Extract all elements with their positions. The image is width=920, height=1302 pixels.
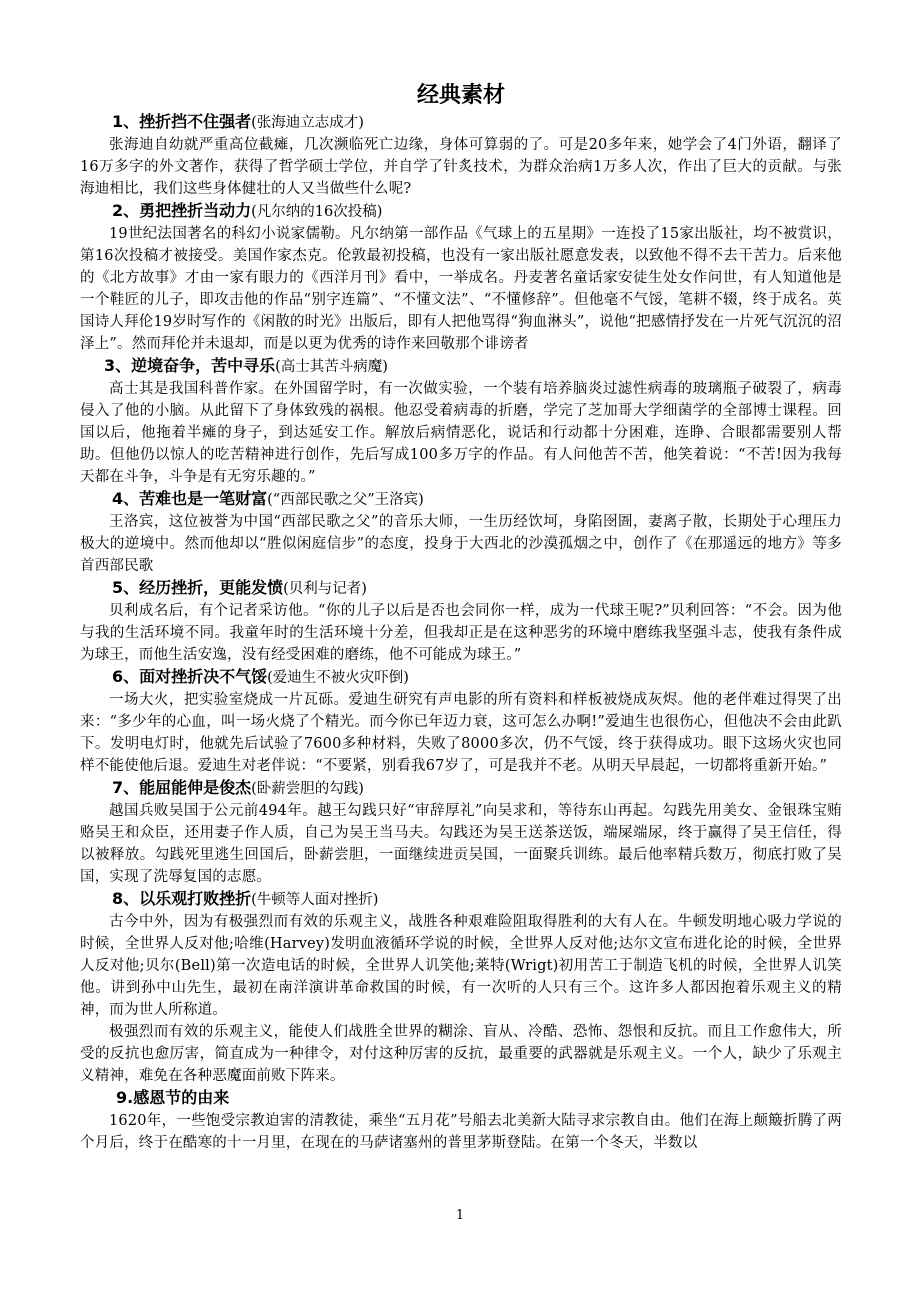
section-heading bbox=[80, 355, 842, 378]
section-heading bbox=[80, 1087, 842, 1110]
section-title: 5、经历挫折，更能发愤 bbox=[112, 578, 284, 597]
section-paragraph: 古今中外，因为有极强烈而有效的乐观主义，战胜各种艰难险阻取得胜利的大有人在。牛顿发明地心吸力学说的时候，全世界人反对他;哈维(Harvey)发明血液循环学说的时候，全世界人反对他;达尔文宣布进化论的时候，全世界人反对他;贝尔(Bell)第一次造电话的时候，全世界人讥笑他;莱特(Wrigt)初用苦工于制造飞机的时候，全世界人讥笑他。讲到孙中山先生，最初在南洋演讲革命救国的时候，有一次听的人只有三个。这许多人都因抱着乐观主义的精神，而为世人所称道。 bbox=[80, 914, 842, 1018]
section-paragraph: 高士其是我国科普作家。在外国留学时，有一次做实验，一个装有培养脑炎过滤性病毒的玻璃瓶子破裂了，病毒侵入了他的小脑。从此留下了身体致残的祸根。他忍受着病毒的折磨，学完了芝加哥大学细菌学的全部博士课程。回国以后，他拖着半瘫的身子，到达延安工作。解放后病情恶化，说话和行动都十分困难，连睁、合眼都需要别人帮助。但他仍以惊人的吃苦精神进行创作，先后写成100多万字的作品。有人问他苦不苦，他笑着说：“不苦!因为我每天都在斗争，斗争是有无穷乐趣的。” bbox=[80, 381, 842, 485]
section-heading bbox=[80, 577, 842, 600]
section-title: 2、勇把挫折当动力 bbox=[112, 201, 252, 220]
section-heading bbox=[80, 888, 842, 911]
section-subtitle: (“西部民歌之父”王洛宾) bbox=[267, 492, 424, 508]
section-paragraph: 王洛宾，这位被誉为中国“西部民歌之父”的音乐大师，一生历经饮坷，身陷囹圄，妻离子散，长期处于心理压力极大的逆境中。然而他却以“胜似闲庭信步”的态度，投身于大西北的沙漠孤烟之中，创作了《在那遥远的地方》等多首西部民歌 bbox=[80, 514, 842, 574]
section-subtitle: (卧薪尝胆的勾践) bbox=[251, 781, 364, 797]
section-paragraph: 张海迪自幼就严重高位截瘫，几次濒临死亡边缘，身体可算弱的了。可是20多年来，她学会了4门外语，翻译了16万多字的外文著作，获得了哲学硕士学位，并自学了针炙技术，为群众治病1万多人次，作出了巨大的贡献。与张海迪相比，我们这些身体健壮的人又当做些什么呢? bbox=[80, 137, 842, 197]
document-body bbox=[80, 82, 842, 1154]
section-subtitle: (爱迪生不被火灾吓倒) bbox=[267, 670, 409, 686]
section-title: 4、苦难也是一笔财富 bbox=[112, 489, 268, 508]
section-heading bbox=[80, 200, 842, 223]
section-title: 8、以乐观打败挫折 bbox=[112, 889, 252, 908]
section-title: 6、面对挫折决不气馁 bbox=[112, 667, 268, 686]
section-paragraph: 越国兵败吴国于公元前494年。越王勾践只好“审辞厚礼”向吴求和，等待东山再起。勾践先用美女、金银珠宝贿赂吴王和众臣，还用妻子作人质，自己为吴王当马夫。勾践还为吴王送茶送饭，端屎端尿，终于赢得了吴王信任，得以被释放。勾践死里逃生回国后，卧薪尝胆，一面继续进贡吴国，一面聚兵训练。最后他率精兵数万，彻底打败了吴国，实现了洗辱复国的志愿。 bbox=[80, 803, 842, 885]
section-subtitle: (凡尔纳的16次投稿) bbox=[251, 204, 383, 220]
section-paragraph: 一场大火，把实验室烧成一片瓦砾。爱迪生研究有声电影的所有资料和样板被烧成灰烬。他的老伴难过得哭了出来：“多少年的心血，叫一场火烧了个精光。而今你已年迈力衰，这可怎么办啊!”爱迪生也很伤心，但他决不会由此趴下。发明电灯时，他就先后试验了7600多种材料，失败了8000多次，仍不气馁，终于获得成功。眼下这场火灾也同样不能使他后退。爱迪生对老伴说：“不要紧，别看我67岁了，可是我并不老。从明天早晨起，一切都将重新开始。” bbox=[80, 692, 842, 774]
section-paragraph: 极强烈而有效的乐观主义，能使人们战胜全世界的糊涂、盲从、冷酷、恐怖、怨恨和反抗。而且工作愈伟大，所受的反抗也愈厉害，简直成为一种律令，对付这种厉害的反抗，最重要的武器就是乐观主义。一个人，缺少了乐观主义精神，难免在各种恶魔面前败下阵来。 bbox=[80, 1024, 842, 1084]
section-title: 9.感恩节的由来 bbox=[116, 1088, 230, 1107]
section-title: 1、挫折挡不住强者 bbox=[112, 112, 252, 131]
section-heading bbox=[80, 777, 842, 800]
section-title: 7、能屈能伸是俊杰 bbox=[112, 778, 252, 797]
section-subtitle: (贝利与记者) bbox=[283, 581, 367, 597]
section-subtitle: (牛顿等人面对挫折) bbox=[251, 892, 379, 908]
section-subtitle: (高士其苦斗病魔) bbox=[275, 359, 388, 375]
section-heading bbox=[80, 488, 842, 511]
section-title: 3、逆境奋争，苦中寻乐 bbox=[104, 356, 276, 375]
section-paragraph: 1620年，一些饱受宗教迫害的清教徒，乘坐“五月花”号船去北美新大陆寻求宗教自由。他们在海上颠簸折腾了两个月后，终于在酷寒的十一月里，在现在的马萨诸塞州的普里茅斯登陆。在第一个冬天，半数以 bbox=[80, 1113, 842, 1151]
page-title: 经典素材 bbox=[416, 83, 505, 108]
section-subtitle: (张海迪立志成才) bbox=[251, 115, 364, 131]
section-paragraph: 19世纪法国著名的科幻小说家儒勒。凡尔纳第一部作品《气球上的五星期》一连投了15家出版社，均不被赏识，第16次投稿才被接受。美国作家杰克。伦敦最初投稿，也没有一家出版社愿意发表，以致他不得不去干苦力。后来他的《北方故事》才由一家有眼力的《西洋月刊》看中，一举成名。丹麦著名童话家安徒生处女作问世，有人知道他是一个鞋匠的儿子，即攻击他的作品“别字连篇”、“不懂文法”、“不懂修辞”。但他毫不气馁，笔耕不辍，终于成名。英国诗人拜伦19岁时写作的《闲散的时光》出版后，即有人把他骂得“狗血淋头”，说他“把感情抒发在一片死气沉沉的沼泽上”。然而拜伦并未退却，而是以更为优秀的诗作来回敬那个诽谤者 bbox=[80, 226, 842, 352]
page-number: 1 bbox=[455, 1208, 465, 1223]
section-heading bbox=[80, 666, 842, 689]
section-paragraph: 贝利成名后，有个记者采访他。“你的儿子以后是否也会同你一样，成为一代球王呢?”贝利回答：“不会。因为他与我的生活环境不同。我童年时的生活环境十分差，但我却正是在这种恶劣的环境中磨练我坚强斗志，使我有条件成为球王，而他生活安逸，没有经受困难的磨练，他不可能成为球王。” bbox=[80, 603, 842, 663]
section-heading bbox=[80, 111, 842, 134]
